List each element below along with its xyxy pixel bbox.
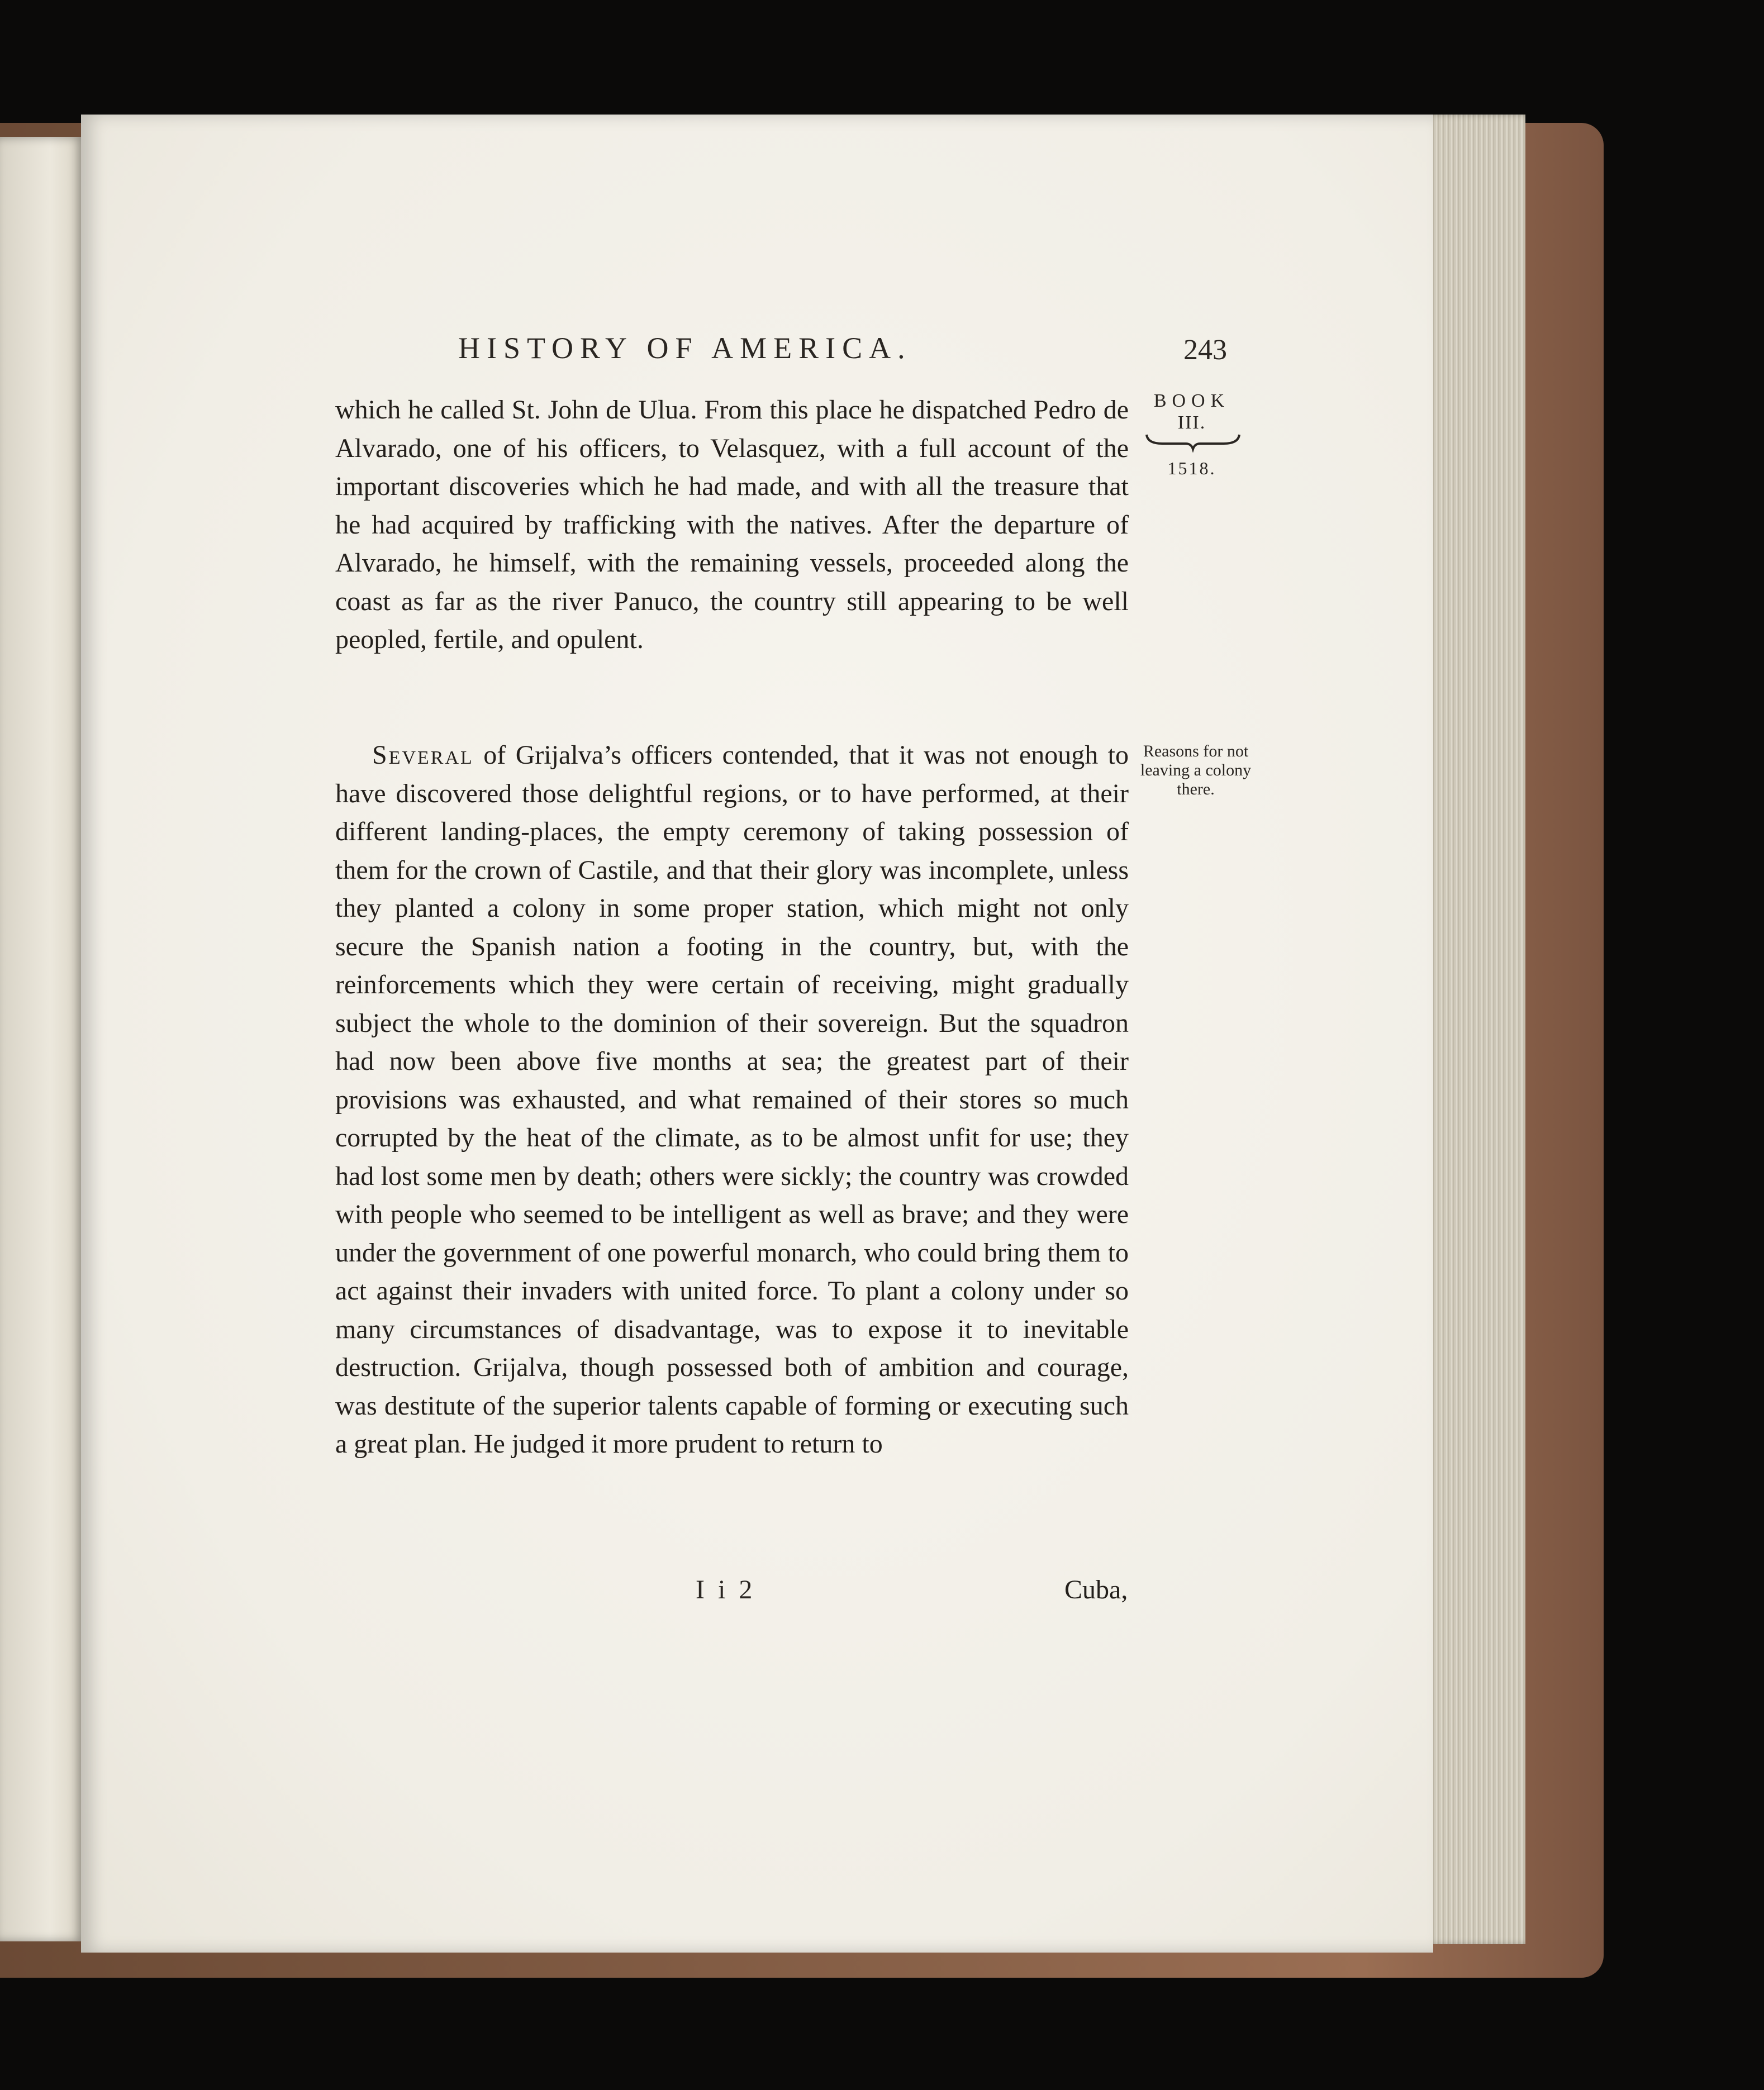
margin-note: Reasons for not leaving a colony there.	[1140, 742, 1252, 798]
page-block-edges	[1425, 115, 1525, 1944]
paragraph-2-text: of Grijalva’s officers contended, that it was not enough to have discovered those delightful regions, or to have performed, at their different landing-places, the empty ceremony of taking possession of them for the crown of Castile, and that their glory was incomplete, unless they planted a colony in some proper station, which might not only secure the Spanish nation a footing in the country, but, with the reinforcements which they were certain of receiving, might gradually subject the whole to the dominion of their sovereign. But the squadron had now been above five months at sea; the greatest part of their provisions was exhausted, and what remained of their stores so much corrupted by the heat of the climate, as to be almost unfit for use; they had lost some men by death; others were sickly; the country was crowded with people who seemed to be intelligent as well as brave; and they were under the government of one powerful monarch, who could bring them to act against their invaders with united force. To plant a colony under so many circumstances of disadvantage, was to expose it to inevitable destruction. Grijalva, though possessed both of ambition and courage, was destitute of the superior talents capable of forming or executing such a great plan. He judged it more prudent to return to	[335, 740, 1129, 1459]
catchword: Cuba,	[1064, 1575, 1128, 1605]
paragraph-1: which he called St. John de Ulua. From this place he dispatched Pedro de Alvarado, one of his officers, to Velasquez, with a full account of the important discoveries which he had made, and with all the treasure that he had acquired by trafficking with the natives. After the departure of Alvarado, he himself, with the remaining vessels, proceeded along the coast as far as the river Panuco, the country still appearing to be well peopled, fertile, and opulent.	[335, 395, 1129, 654]
margin-brace-icon	[1140, 430, 1246, 453]
page-number: 243	[1183, 334, 1227, 366]
signature-mark: I i 2	[696, 1575, 756, 1605]
paragraph-2	[335, 736, 1129, 1464]
margin-book-number: III.	[1177, 412, 1206, 433]
left-page-edge	[0, 137, 84, 1941]
margin-book-label: BOOK	[1153, 391, 1230, 411]
running-head: HISTORY OF AMERICA.	[458, 331, 912, 365]
paragraph-2-lead: Several	[372, 740, 474, 770]
margin-year: 1518.	[1167, 458, 1216, 478]
